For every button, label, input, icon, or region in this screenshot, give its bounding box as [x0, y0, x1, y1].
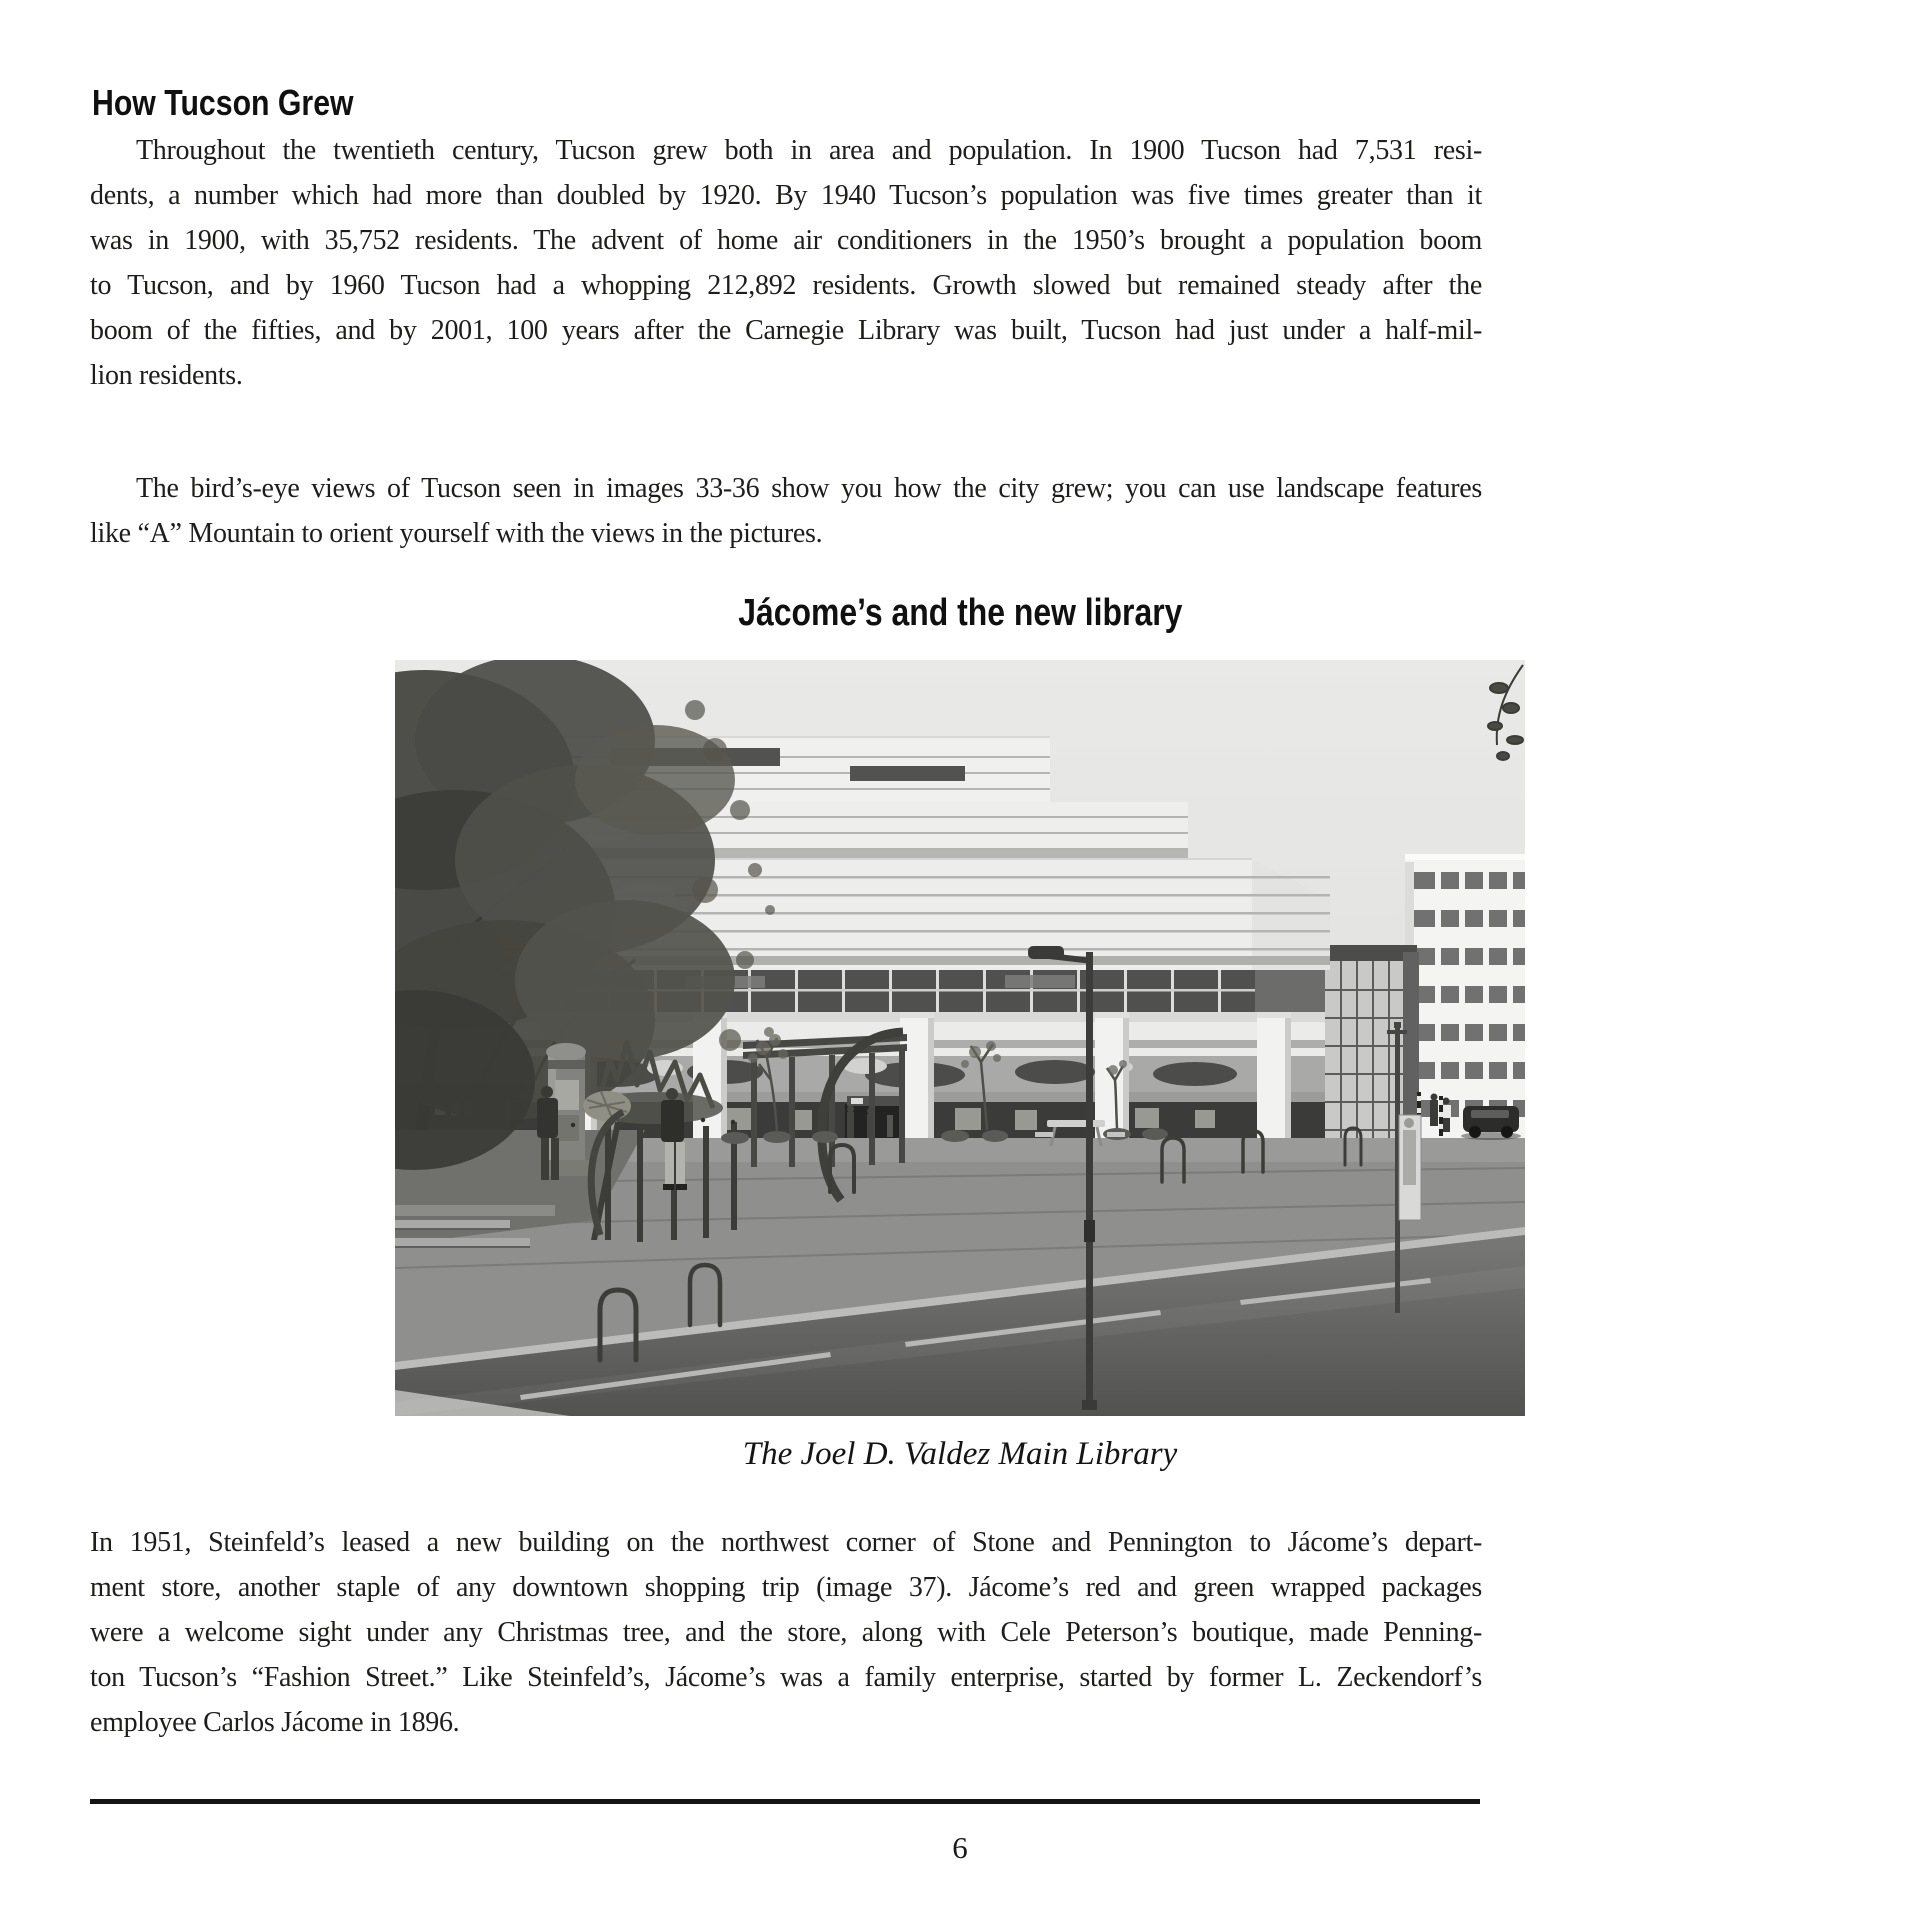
parked-car	[1461, 1106, 1521, 1140]
text-line: In 1951, Steinfeld’s leased a new building on the northwest corner of Stone and Pennington to Jácome’s depart-	[90, 1527, 1482, 1558]
text-line: The bird’s-eye views of Tucson seen in images 33-36 show you how the city grew; you can use landscape features	[136, 473, 1482, 504]
text-line: was in 1900, with 35,752 residents. The advent of home air conditioners in the 1950’s brought a population boom	[90, 225, 1482, 256]
library-entrance	[845, 1096, 907, 1140]
paragraph-jacomes	[90, 1520, 1482, 1745]
text-line: boom of the fifties, and by 2001, 100 years after the Carnegie Library was built, Tucson had just under a half-mil-	[90, 315, 1482, 346]
figure-heading-text: Jácome’s and the new library	[737, 592, 1183, 634]
paragraph-population-growth	[90, 128, 1482, 398]
text-line: lion residents.	[90, 360, 243, 391]
figure-caption: The Joel D. Valdez Main Library	[742, 1436, 1178, 1472]
text-line: were a welcome sight under any Christmas tree, and the store, along with Cele Peterson’s boutique, made Penning-	[90, 1617, 1482, 1648]
text-line: like “A” Mountain to orient yourself with the views in the pictures.	[90, 518, 823, 549]
text-line: ment store, another staple of any downtown shopping trip (image 37). Jácome’s red and green wrapped packages	[90, 1572, 1482, 1603]
text-line: to Tucson, and by 1960 Tucson had a whopping 212,892 residents. Growth slowed but remained steady after the	[90, 270, 1482, 301]
text-line: dents, a number which had more than doubled by 1920. By 1940 Tucson’s population was five times greater than it	[90, 180, 1482, 211]
page-number: 6	[952, 1830, 968, 1865]
section-heading: How Tucson Grew	[92, 82, 354, 123]
figure-heading	[395, 592, 1525, 635]
paragraph-birdseye-views	[90, 466, 1482, 556]
library-photo-graphic	[395, 660, 1525, 1416]
footer-rule	[90, 1799, 1480, 1804]
text-line: employee Carlos Jácome in 1896.	[90, 1707, 460, 1738]
text-line: ton Tucson’s “Fashion Street.” Like Steinfeld’s, Jácome’s was a family enterprise, started by former L. Zeckendorf’s	[90, 1662, 1482, 1693]
library-photo	[395, 660, 1525, 1416]
text-line: Throughout the twentieth century, Tucson grew both in area and population. In 1900 Tucson had 7,531 resi-	[136, 135, 1482, 166]
